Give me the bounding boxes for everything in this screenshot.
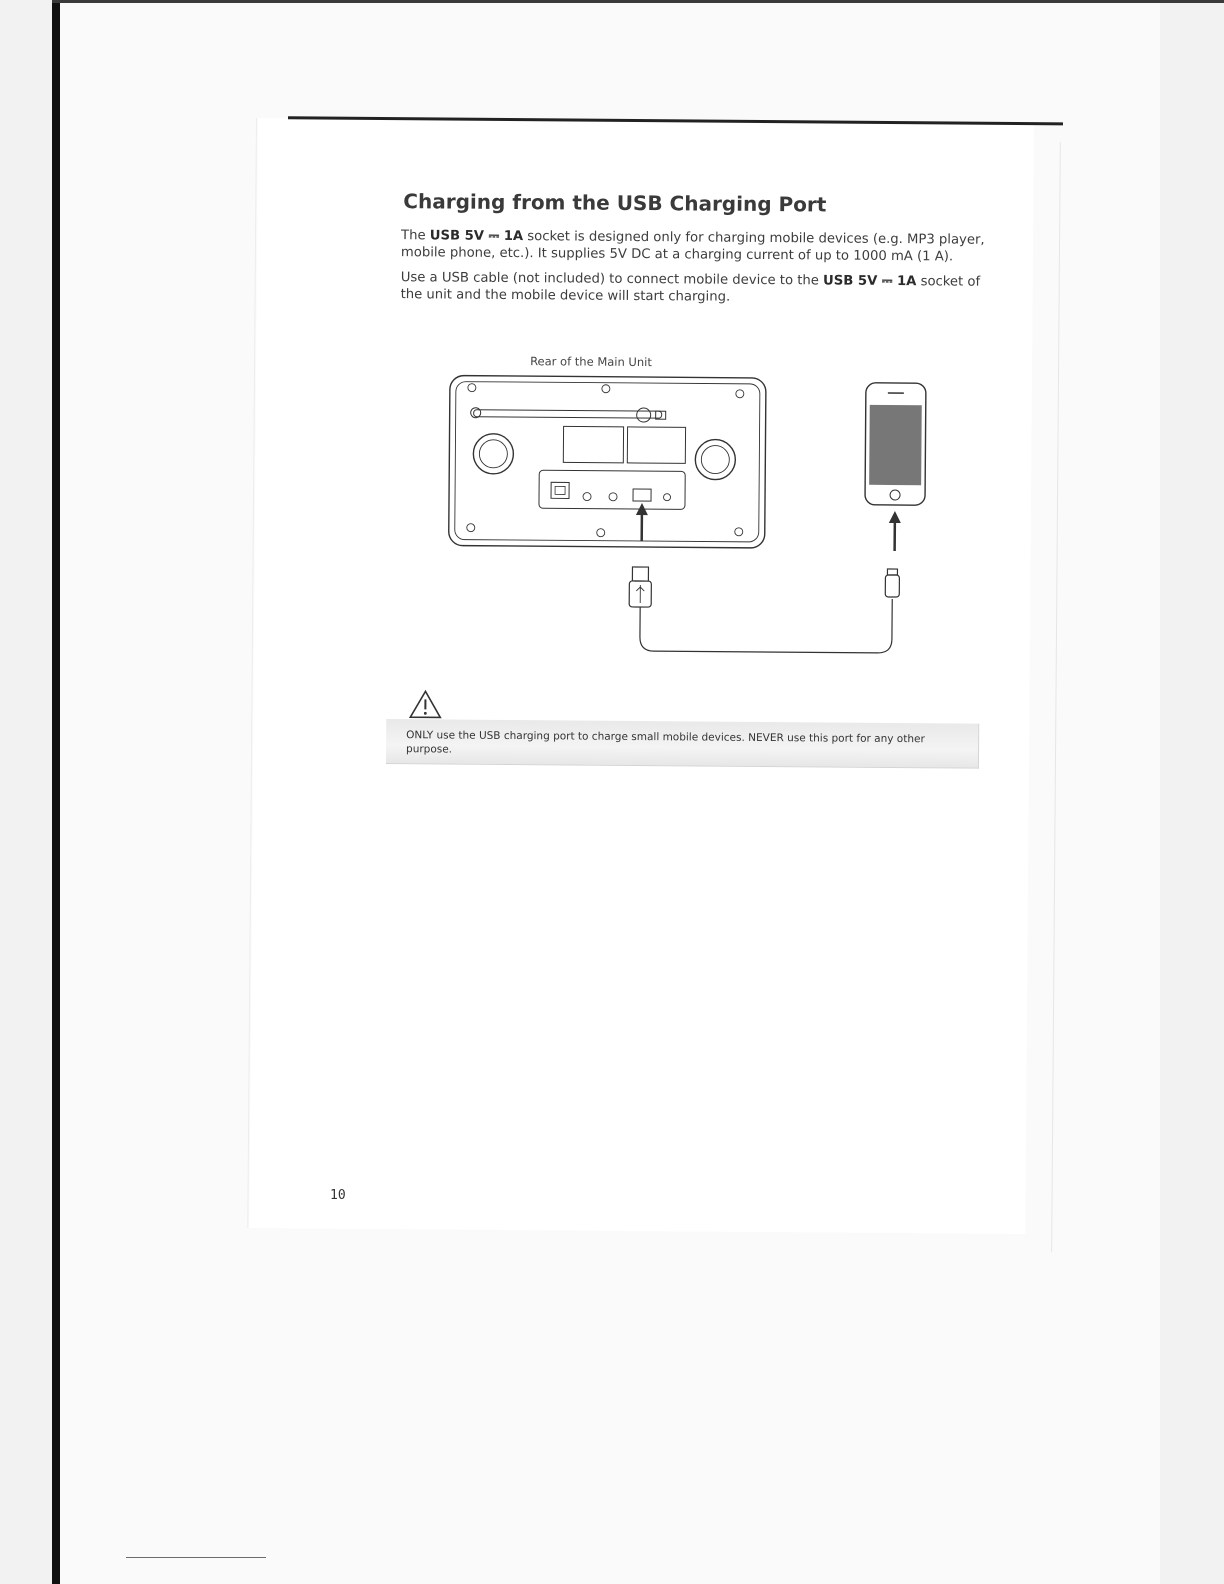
page-number: 10 (330, 1188, 346, 1203)
screw-icon (597, 529, 605, 537)
intro-paragraph (401, 227, 991, 266)
network-port-icon (551, 482, 569, 498)
intro-socket-label: USB 5V ⎓ 1A (429, 228, 524, 245)
manual-page (249, 118, 1034, 1234)
warning-box (386, 719, 979, 769)
antenna-icon (474, 410, 662, 418)
usb-plug-icon (629, 567, 893, 653)
vent-panel-left (563, 426, 623, 462)
screw-icon (602, 385, 610, 393)
dc-in-jack-icon (664, 494, 671, 501)
headphone-jack-icon (583, 493, 591, 501)
usb-charging-diagram (444, 369, 946, 673)
bottom-rule (126, 1557, 266, 1558)
screw-icon (735, 528, 743, 536)
main-unit-outline (449, 376, 766, 548)
section-title: Charging from the USB Charging Port (403, 189, 827, 217)
warning-icon (408, 689, 442, 719)
usb-port-icon (633, 489, 651, 501)
instruction-text-2: socket of the unit and the mobile device will start charging. (400, 274, 981, 305)
instruction-paragraph (401, 269, 991, 308)
instruction-text-1: Use a USB cable (not included) to connect mobile device to the (400, 270, 824, 289)
screw-icon (467, 524, 475, 532)
warning-text: ONLY use the USB charging port to charge small mobile devices. NEVER use this port for any other purpose. (406, 729, 925, 756)
connector-panel (539, 470, 685, 509)
intro-text-1: The (401, 228, 430, 244)
aux-in-jack-icon (609, 493, 617, 501)
antenna-knob-icon (637, 408, 651, 422)
smartphone-icon (865, 383, 926, 505)
intro-text-2: socket is designed only for charging mobile devices (e.g. MP3 player, mobile phone, etc.). It supplies 5V DC at a charging current of up to 1000 mA (1 A). (400, 229, 985, 265)
vent-panel-right (627, 427, 685, 463)
main-unit-inner (455, 382, 760, 542)
instruction-socket-label: USB 5V ⎓ 1A (823, 273, 917, 290)
micro-usb-plug-icon (885, 569, 899, 597)
screw-icon (736, 390, 744, 398)
up-arrow-icon (889, 511, 901, 551)
figure-caption: Rear of the Main Unit (530, 354, 652, 370)
scanner-edge-left (52, 0, 60, 1584)
screw-icon (468, 384, 476, 392)
